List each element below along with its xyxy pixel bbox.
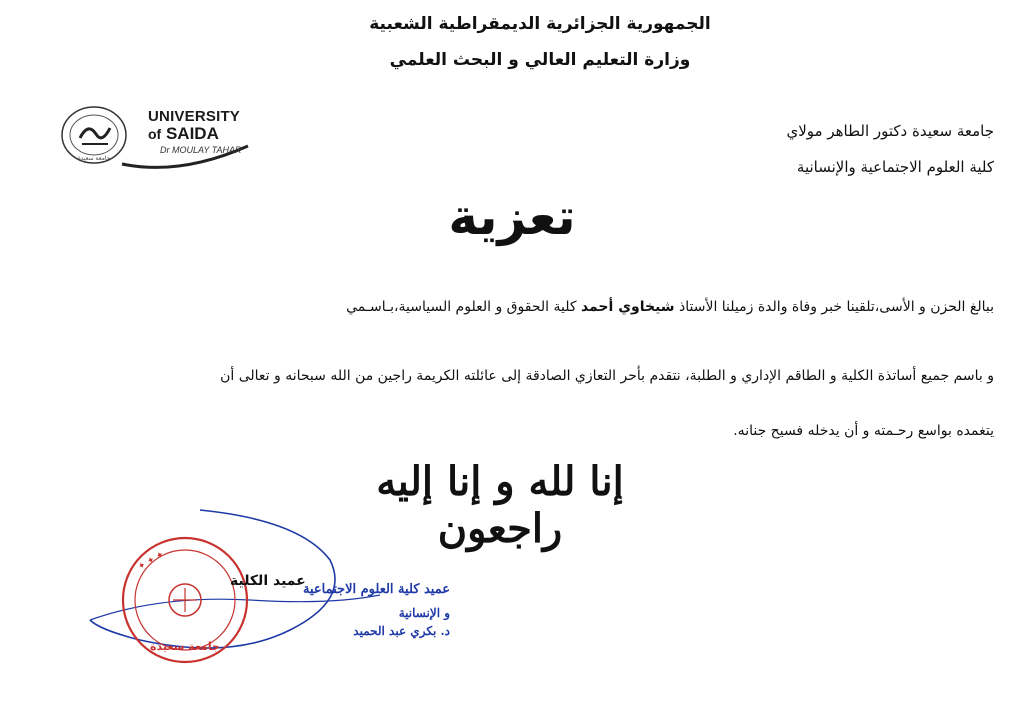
svg-text:جامعة سعيدة: جامعة سعيدة <box>77 155 111 162</box>
university-logo <box>60 102 250 172</box>
republic-header: الجمهورية الجزائرية الديمقراطية الشعبية <box>369 14 711 34</box>
logo-saida-text: of SAIDA <box>148 124 219 143</box>
ministry-header: وزارة التعليم العالي و البحث العلمي <box>389 50 691 70</box>
svg-text:جامعة سعيدة: جامعة سعيدة <box>150 640 220 653</box>
official-stamp-icon <box>80 500 440 710</box>
stamp-dean-title: عميد كلية العلوم الاجتماعية <box>302 582 450 597</box>
university-name: جامعة سعيدة دكتور الطاهر مولاي <box>786 122 994 140</box>
stamp-faculty: و الإنسانية <box>398 606 450 620</box>
body-paragraph-2: و باسم جميع أساتذة الكلية و الطاقم الإداري و الطلبة، نتقدم بأحر التعازي الصادقة إلى عائلته الكريمة راجين من الله سبحانه و تعالى أن <box>220 368 994 384</box>
body-paragraph-1: ببالغ الحزن و الأسى،تلقينا خبر وفاة والدة زميلنا الأستاذ شيخاوي أحمد كلية الحقوق و العلوم السياسية،بـاسـمي <box>346 299 994 315</box>
body-paragraph-3: يتغمده بواسع رحـمته و أن يدخله فسيح جنانه. <box>733 423 994 439</box>
colleague-name: شيخاوي أحمد <box>580 299 675 315</box>
document-title: تعزية <box>448 188 576 246</box>
dean-label: عميد الكلية <box>230 573 306 589</box>
university-emblem-icon <box>60 104 128 166</box>
stamp-dean-name: د. بكري عبد الحميد <box>353 624 450 638</box>
logo-dr-moulay-tahar: Dr MOULAY TAHAR <box>160 145 242 155</box>
signature-block <box>80 500 450 710</box>
logo-university-text: UNIVERSITY <box>148 108 241 125</box>
faculty-name: كلية العلوم الاجتماعية والإنسانية <box>796 158 994 176</box>
svg-text:✦ ✦ ✦: ✦ ✦ ✦ <box>136 549 167 573</box>
quran-verse-calligraphy: إنا لله و إنا إليه راجعون <box>376 458 624 552</box>
